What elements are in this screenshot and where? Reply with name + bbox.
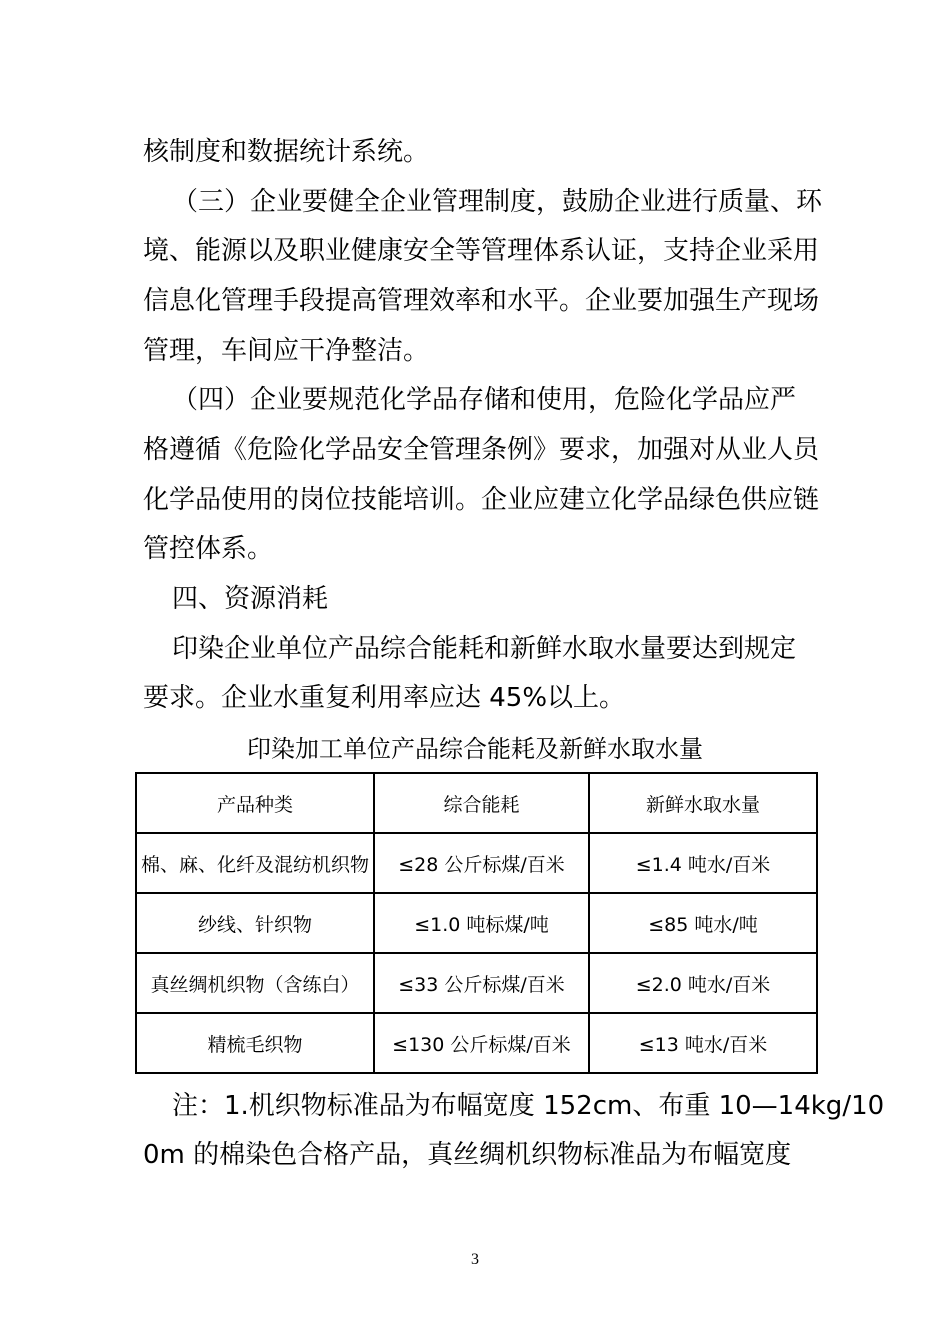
table-row [136,833,817,893]
cell-energy-consumption: ≤130 公斤标煤/百米 [374,1013,589,1073]
table-title: 印染加工单位产品综合能耗及新鲜水取水量 [247,735,703,763]
paragraph-line: 要求。企业水重复利用率应达 45%以上。 [143,683,626,713]
paragraph-line: 管理，车间应干净整洁。 [143,336,430,366]
section-heading: 四、资源消耗 [172,584,329,614]
cell-product-type: 纱线、针织物 [136,893,374,953]
paragraph-line: （三）企业要健全企业管理制度，鼓励企业进行质量、环 [172,187,823,217]
table-row [136,953,817,1013]
header-fresh-water: 新鲜水取水量 [589,773,817,833]
cell-product-type: 真丝绸机织物（含练白） [136,953,374,1013]
cell-product-type: 棉、麻、化纤及混纺机织物 [136,833,374,893]
paragraph-line: （四）企业要规范化学品存储和使用，危险化学品应严 [172,385,797,415]
note-line: 0m 的棉染色合格产品，真丝绸机织物标准品为布幅宽度 [143,1140,792,1170]
cell-fresh-water: ≤2.0 吨水/百米 [589,953,817,1013]
paragraph-line: 化学品使用的岗位技能培训。企业应建立化学品绿色供应链 [143,485,820,515]
paragraph-line: 管控体系。 [143,534,274,564]
paragraph-line: 核制度和数据统计系统。 [143,137,430,167]
cell-fresh-water: ≤13 吨水/百米 [589,1013,817,1073]
table-row [136,893,817,953]
cell-energy-consumption: ≤1.0 吨标煤/吨 [374,893,589,953]
cell-energy-consumption: ≤33 公斤标煤/百米 [374,953,589,1013]
table-row [136,1013,817,1073]
cell-fresh-water: ≤85 吨水/吨 [589,893,817,953]
cell-product-type: 精梳毛织物 [136,1013,374,1073]
paragraph-line: 信息化管理手段提高管理效率和水平。企业要加强生产现场 [143,286,820,316]
paragraph-line: 境、能源以及职业健康安全等管理体系认证，支持企业采用 [143,236,820,266]
cell-energy-consumption: ≤28 公斤标煤/百米 [374,833,589,893]
energy-water-table [135,772,818,1074]
table-header-row [136,773,817,833]
cell-fresh-water: ≤1.4 吨水/百米 [589,833,817,893]
header-product-type: 产品种类 [136,773,374,833]
paragraph-line: 印染企业单位产品综合能耗和新鲜水取水量要达到规定 [172,634,797,664]
paragraph-line: 格遵循《危险化学品安全管理条例》要求，加强对从业人员 [143,435,820,465]
note-line: 注：1.机织物标准品为布幅宽度 152cm、布重 10—14kg/10 [172,1091,885,1121]
header-energy-consumption: 综合能耗 [374,773,589,833]
page-number: 3 [471,1251,479,1268]
